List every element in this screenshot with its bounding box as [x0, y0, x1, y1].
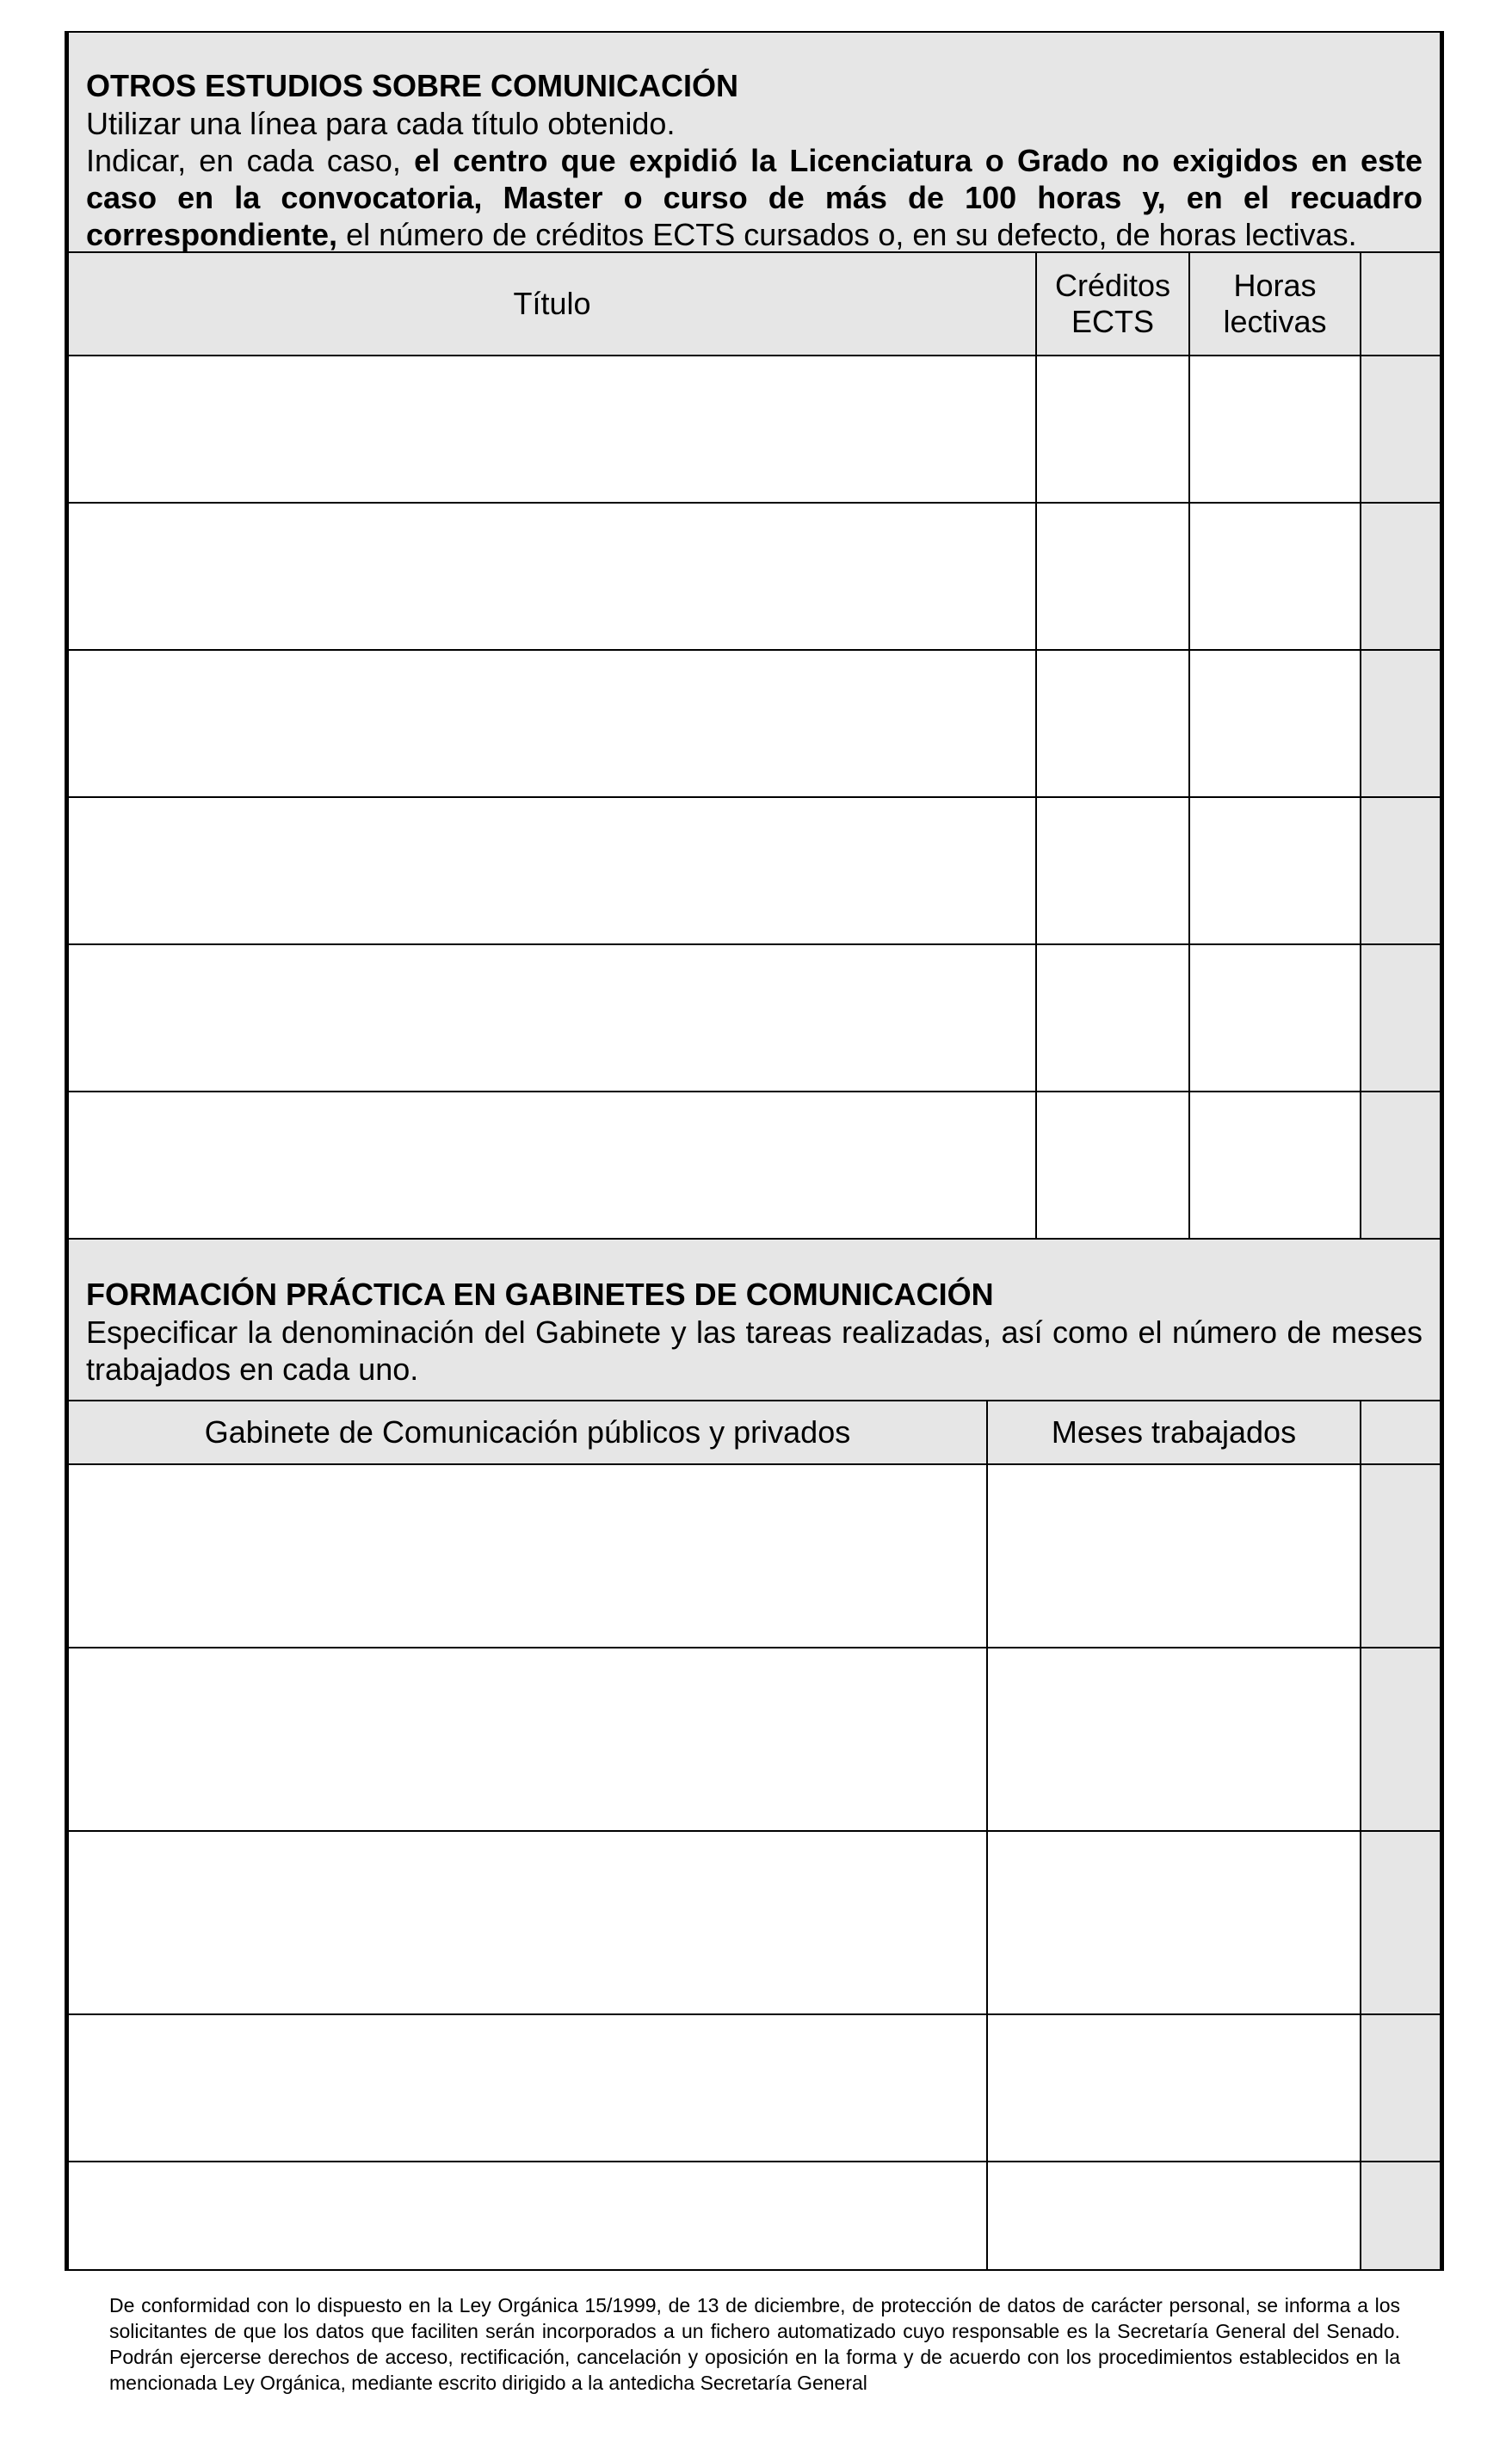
instructions-suffix: el número de créditos ECTS cursados o, en su defecto, de horas lectivas. [337, 217, 1357, 252]
section-otros-estudios-header [69, 33, 1440, 253]
table-row [69, 798, 1440, 945]
gabinete-cell[interactable] [69, 1648, 988, 1830]
horas-cell[interactable] [1190, 504, 1361, 649]
col-header-meses: Meses trabajados [988, 1401, 1361, 1463]
office-use-cell [1361, 2162, 1440, 2269]
section-title: FORMACIÓN PRÁCTICA EN GABINETES DE COMUNICACIÓN [86, 1277, 994, 1312]
table-row [69, 1465, 1440, 1648]
titulo-cell[interactable] [69, 1092, 1037, 1238]
col-header-blank [1361, 253, 1440, 355]
gabinetes-table-header [69, 1401, 1440, 1465]
titulo-cell[interactable] [69, 651, 1037, 796]
gabinete-cell[interactable] [69, 2162, 988, 2269]
titulo-cell[interactable] [69, 356, 1037, 502]
table-row [69, 1648, 1440, 1832]
table-row [69, 2162, 1440, 2269]
office-use-cell [1361, 1832, 1440, 2013]
meses-cell[interactable] [988, 1648, 1361, 1830]
titulo-cell[interactable] [69, 945, 1037, 1091]
data-protection-notice: De conformidad con lo dispuesto en la Ley Orgánica 15/1999, de 13 de diciembre, de protección de datos de carácter personal, se informa a los solicitantes de que los datos que faciliten serán incorporados a un fichero automatizado cuyo responsable es la Secretaría General del Senado. Podrán ejercerse derechos de acceso, rectificación, cancelación y oposición en la forma y de acuerdo con los procedimientos establecidos en la mencionada Ley Orgánica, mediante escrito dirigido a la antedicha Secretaría General [109, 2294, 1400, 2394]
creditos-cell[interactable] [1037, 798, 1190, 943]
estudios-table-header [69, 253, 1440, 356]
horas-cell[interactable] [1190, 1092, 1361, 1238]
table-row [69, 651, 1440, 798]
office-use-cell [1361, 1465, 1440, 1647]
table-row [69, 945, 1440, 1092]
instructions-prefix: Indicar, en cada caso, [86, 143, 415, 178]
office-use-cell [1361, 1648, 1440, 1830]
instructions-bold: el centro que expidió la Licenciatura o Grado no exigidos en este caso en la convocatoria, Master o curso de más de 100 horas y, en el recuadro correspondiente, [86, 143, 1423, 252]
col-header-creditos: Créditos ECTS [1037, 253, 1190, 355]
office-use-cell [1361, 504, 1440, 649]
col-header-horas: Horas lectivas [1190, 253, 1361, 355]
titulo-cell[interactable] [69, 798, 1037, 943]
creditos-cell[interactable] [1037, 945, 1190, 1091]
meses-cell[interactable] [988, 1465, 1361, 1647]
col-header-gabinete: Gabinete de Comunicación públicos y privados [69, 1401, 988, 1463]
col-header-titulo: Título [69, 253, 1037, 355]
table-row [69, 1832, 1440, 2015]
creditos-cell[interactable] [1037, 1092, 1190, 1238]
office-use-cell [1361, 2015, 1440, 2161]
section-title: OTROS ESTUDIOS SOBRE COMUNICACIÓN [86, 68, 739, 103]
office-use-cell [1361, 1092, 1440, 1238]
office-use-cell [1361, 651, 1440, 796]
table-row [69, 356, 1440, 504]
creditos-cell[interactable] [1037, 356, 1190, 502]
horas-cell[interactable] [1190, 356, 1361, 502]
creditos-cell[interactable] [1037, 504, 1190, 649]
office-use-cell [1361, 356, 1440, 502]
gabinete-cell[interactable] [69, 1465, 988, 1647]
horas-cell[interactable] [1190, 945, 1361, 1091]
horas-cell[interactable] [1190, 798, 1361, 943]
gabinete-cell[interactable] [69, 1832, 988, 2013]
creditos-cell[interactable] [1037, 651, 1190, 796]
horas-cell[interactable] [1190, 651, 1361, 796]
section-line: Utilizar una línea para cada título obtenido. [86, 106, 676, 141]
col-header-blank [1361, 1401, 1440, 1463]
office-use-cell [1361, 945, 1440, 1091]
meses-cell[interactable] [988, 1832, 1361, 2013]
meses-cell[interactable] [988, 2015, 1361, 2161]
table-row [69, 2015, 1440, 2162]
office-use-cell [1361, 798, 1440, 943]
section-instructions: Especificar la denominación del Gabinete y las tareas realizadas, así como el número de meses trabajados en cada uno. [86, 1314, 1423, 1387]
application-form [65, 31, 1444, 2271]
titulo-cell[interactable] [69, 504, 1037, 649]
section-formacion-practica-header [69, 1240, 1440, 1401]
gabinete-cell[interactable] [69, 2015, 988, 2161]
table-row [69, 504, 1440, 651]
meses-cell[interactable] [988, 2162, 1361, 2269]
section-instructions [86, 142, 1423, 253]
table-row [69, 1092, 1440, 1240]
